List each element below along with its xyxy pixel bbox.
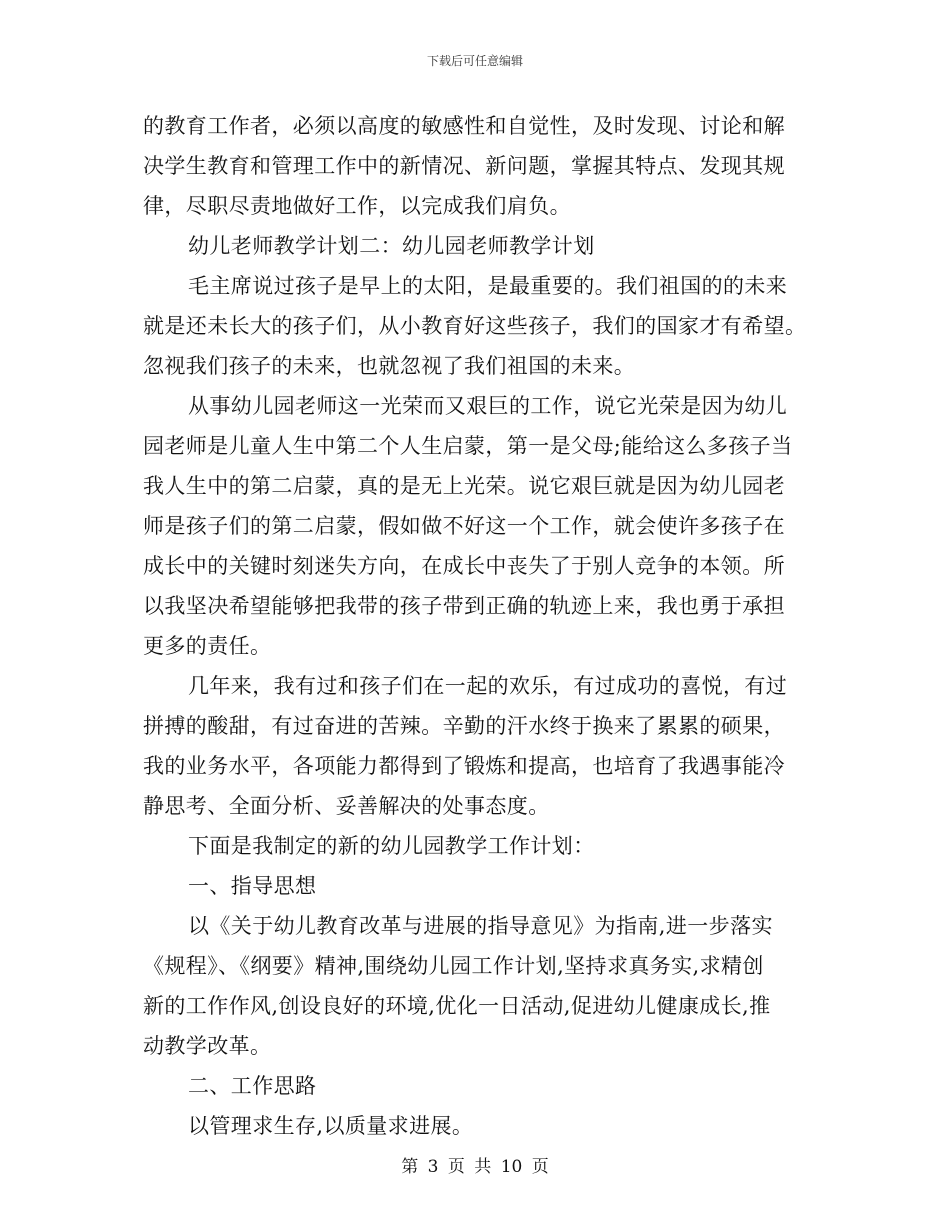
text-line: 从事幼儿园老师这一光荣而又艰巨的工作，说它光荣是因为幼儿 <box>188 394 788 418</box>
text-line: 新的工作作风,创设良好的环境,优化一日活动,促进幼儿健康成长,推 <box>143 994 771 1018</box>
document-body <box>143 106 811 1146</box>
text-line: 决学生教育和管理工作中的新情况、新问题，掌握其特点、发现其规 <box>143 154 785 178</box>
text-line: 的教育工作者，必须以高度的敏感性和自觉性，及时发现、讨论和解 <box>143 114 785 138</box>
text-line: 我的业务水平，各项能力都得到了锻炼和提高，也培育了我遇事能冷 <box>143 754 785 778</box>
text-line: 拼搏的酸甜，有过奋进的苦辣。辛勤的汗水终于换来了累累的硕果， <box>143 714 785 738</box>
text-line: 师是孩子们的第二启蒙，假如做不好这一个工作，就会使许多孩子在 <box>143 514 785 538</box>
text-line: 我人生中的第二启蒙，真的是无上光荣。说它艰巨就是因为幼儿园老 <box>143 474 785 498</box>
text-line: 几年来，我有过和孩子们在一起的欢乐，有过成功的喜悦，有过 <box>188 674 788 698</box>
page-footer: 第 3 页 共 10 页 <box>401 1157 549 1177</box>
text-line: 律，尽职尽责地做好工作，以完成我们肩负。 <box>143 194 571 218</box>
text-line: 就是还未长大的孩子们，从小教育好这些孩子，我们的国家才有希望。 <box>143 314 807 338</box>
text-line: 更多的责任。 <box>143 634 272 658</box>
text-line: 静思考、全面分析、妥善解决的处事态度。 <box>143 794 550 818</box>
text-line: 毛主席说过孩子是早上的太阳，是最重要的。我们祖国的的未来 <box>188 274 788 298</box>
text-line: 以《关于幼儿教育改革与进展的指导意见》为指南,进一步落实 <box>188 914 773 938</box>
text-line: 动教学改革。 <box>143 1034 272 1058</box>
text-line: 《规程》、《纲要》精神,围绕幼儿园工作计划,坚持求真务实,求精创 <box>143 954 764 978</box>
text-line: 成长中的关键时刻迷失方向，在成长中丧失了于别人竞争的本领。所 <box>143 554 785 578</box>
text-line: 以管理求生存,以质量求进展。 <box>188 1114 474 1138</box>
text-line: 下面是我制定的新的幼儿园教学工作计划： <box>188 834 595 858</box>
text-line: 二、工作思路 <box>188 1074 317 1098</box>
text-line: 幼儿老师教学计划二：幼儿园老师教学计划 <box>188 234 595 258</box>
text-line: 以我坚决希望能够把我带的孩子带到正确的轨迹上来，我也勇于承担 <box>143 594 785 618</box>
text-line: 园老师是儿童人生中第二个人生启蒙，第一是父母;能给这么多孩子当 <box>143 434 793 458</box>
text-line: 一、指导思想 <box>188 874 317 898</box>
page-header: 下载后可任意编辑 <box>426 54 523 68</box>
text-line: 忽视我们孩子的未来，也就忽视了我们祖国的未来。 <box>143 354 636 378</box>
